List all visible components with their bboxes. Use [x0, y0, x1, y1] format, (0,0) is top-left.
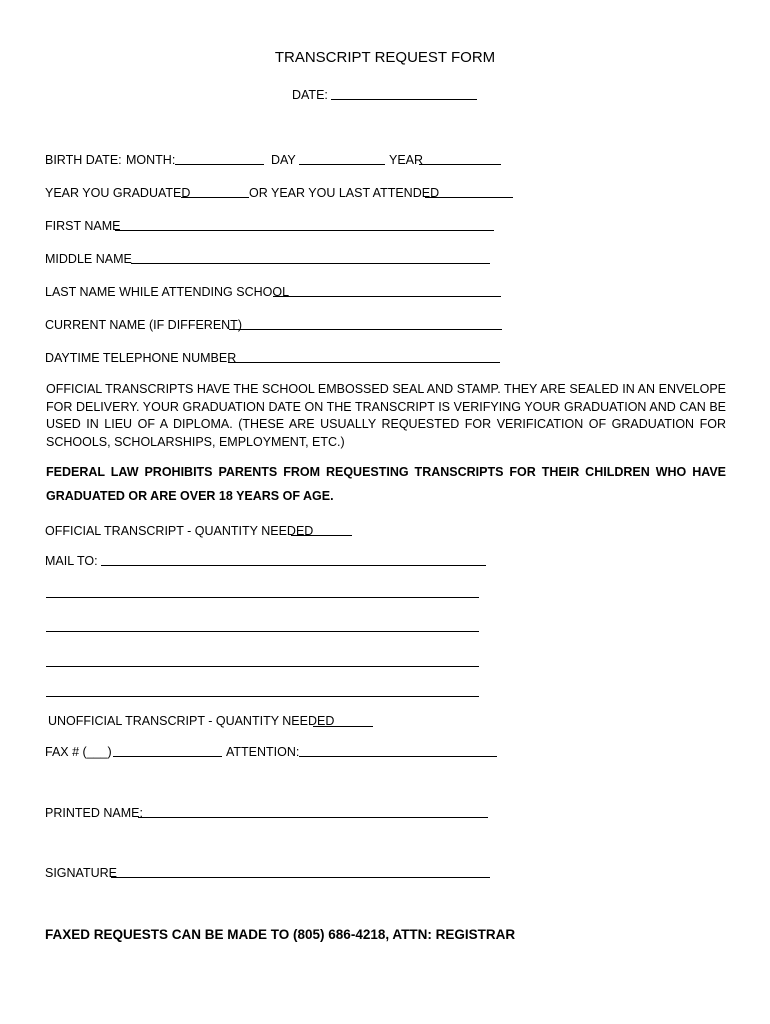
last-name-label: LAST NAME WHILE ATTENDING SCHOOL	[45, 285, 290, 299]
federal-law-notice: FEDERAL LAW PROHIBITS PARENTS FROM REQUESTING TRANSCRIPTS FOR THEIR CHILDREN WHO HAVE GRADUATED OR ARE OVER 18 YEARS OF AGE.	[46, 465, 726, 503]
info-paragraph: OFFICIAL TRANSCRIPTS HAVE THE SCHOOL EMBOSSED SEAL AND STAMP. THEY ARE SEALED IN AN ENVELOPE FOR DELIVERY. YOUR GRADUATION DATE ON THE TRANSCRIPT IS VERIFYING YOUR GRADUATION AND CAN BE USED IN LIEU OF A DIPLOMA. (THESE ARE USUALLY REQUESTED FOR VERIFICATION OF GRADUATION FOR SCHOOLS, SCHOLARSHIPS, EMPLOYMENT, ETC.)	[46, 382, 726, 449]
fax-requests-footer: FAXED REQUESTS CAN BE MADE TO (805) 686-4218, ATTN: REGISTRAR	[45, 927, 516, 942]
unofficial-quantity-field[interactable]	[313, 726, 373, 727]
signature-label: SIGNATURE	[45, 866, 117, 880]
birth-year-label: YEAR	[389, 153, 424, 167]
attention-label: ATTENTION:	[226, 745, 300, 759]
date-field[interactable]	[331, 99, 477, 100]
attention-field[interactable]	[299, 756, 497, 757]
current-name-field[interactable]	[229, 329, 502, 330]
mail-to-line-3[interactable]	[46, 631, 479, 632]
middle-name-label: MIDDLE NAME	[45, 252, 132, 266]
year-last-attended-label: OR YEAR YOU LAST ATTENDED	[249, 186, 440, 200]
date-label: DATE:	[292, 88, 328, 102]
signature-field[interactable]	[111, 877, 490, 878]
fax-label: FAX # (___)	[45, 745, 112, 759]
official-quantity-field[interactable]	[291, 535, 352, 536]
birth-month-label: MONTH:	[126, 153, 176, 167]
unofficial-quantity-label: UNOFFICIAL TRANSCRIPT - QUANTITY NEEDED	[48, 714, 335, 728]
mail-to-line-2[interactable]	[46, 597, 479, 598]
mail-to-line-5[interactable]	[46, 696, 479, 697]
year-last-attended-field[interactable]	[425, 197, 513, 198]
phone-field[interactable]	[228, 362, 500, 363]
birth-day-label: DAY	[271, 153, 296, 167]
phone-label: DAYTIME TELEPHONE NUMBER	[45, 351, 237, 365]
mail-to-label: MAIL TO:	[45, 554, 98, 568]
birth-date-label: BIRTH DATE:	[45, 153, 122, 167]
form-title: TRANSCRIPT REQUEST FORM	[274, 49, 496, 66]
printed-name-label: PRINTED NAME:	[45, 806, 143, 820]
year-graduated-field[interactable]	[181, 197, 249, 198]
birth-year-field[interactable]	[419, 164, 501, 165]
first-name-label: FIRST NAME	[45, 219, 121, 233]
first-name-field[interactable]	[115, 230, 494, 231]
birth-day-field[interactable]	[299, 164, 385, 165]
middle-name-field[interactable]	[131, 263, 490, 264]
year-graduated-label: YEAR YOU GRADUATED	[45, 186, 191, 200]
last-name-field[interactable]	[273, 296, 501, 297]
printed-name-field[interactable]	[138, 817, 488, 818]
mail-to-line-1[interactable]	[101, 565, 486, 566]
birth-month-field[interactable]	[175, 164, 264, 165]
fax-number-field[interactable]	[113, 756, 222, 757]
official-quantity-label: OFFICIAL TRANSCRIPT - QUANTITY NEEDED	[45, 524, 314, 538]
current-name-label: CURRENT NAME (IF DIFFERENT)	[45, 318, 242, 332]
mail-to-line-4[interactable]	[46, 666, 479, 667]
